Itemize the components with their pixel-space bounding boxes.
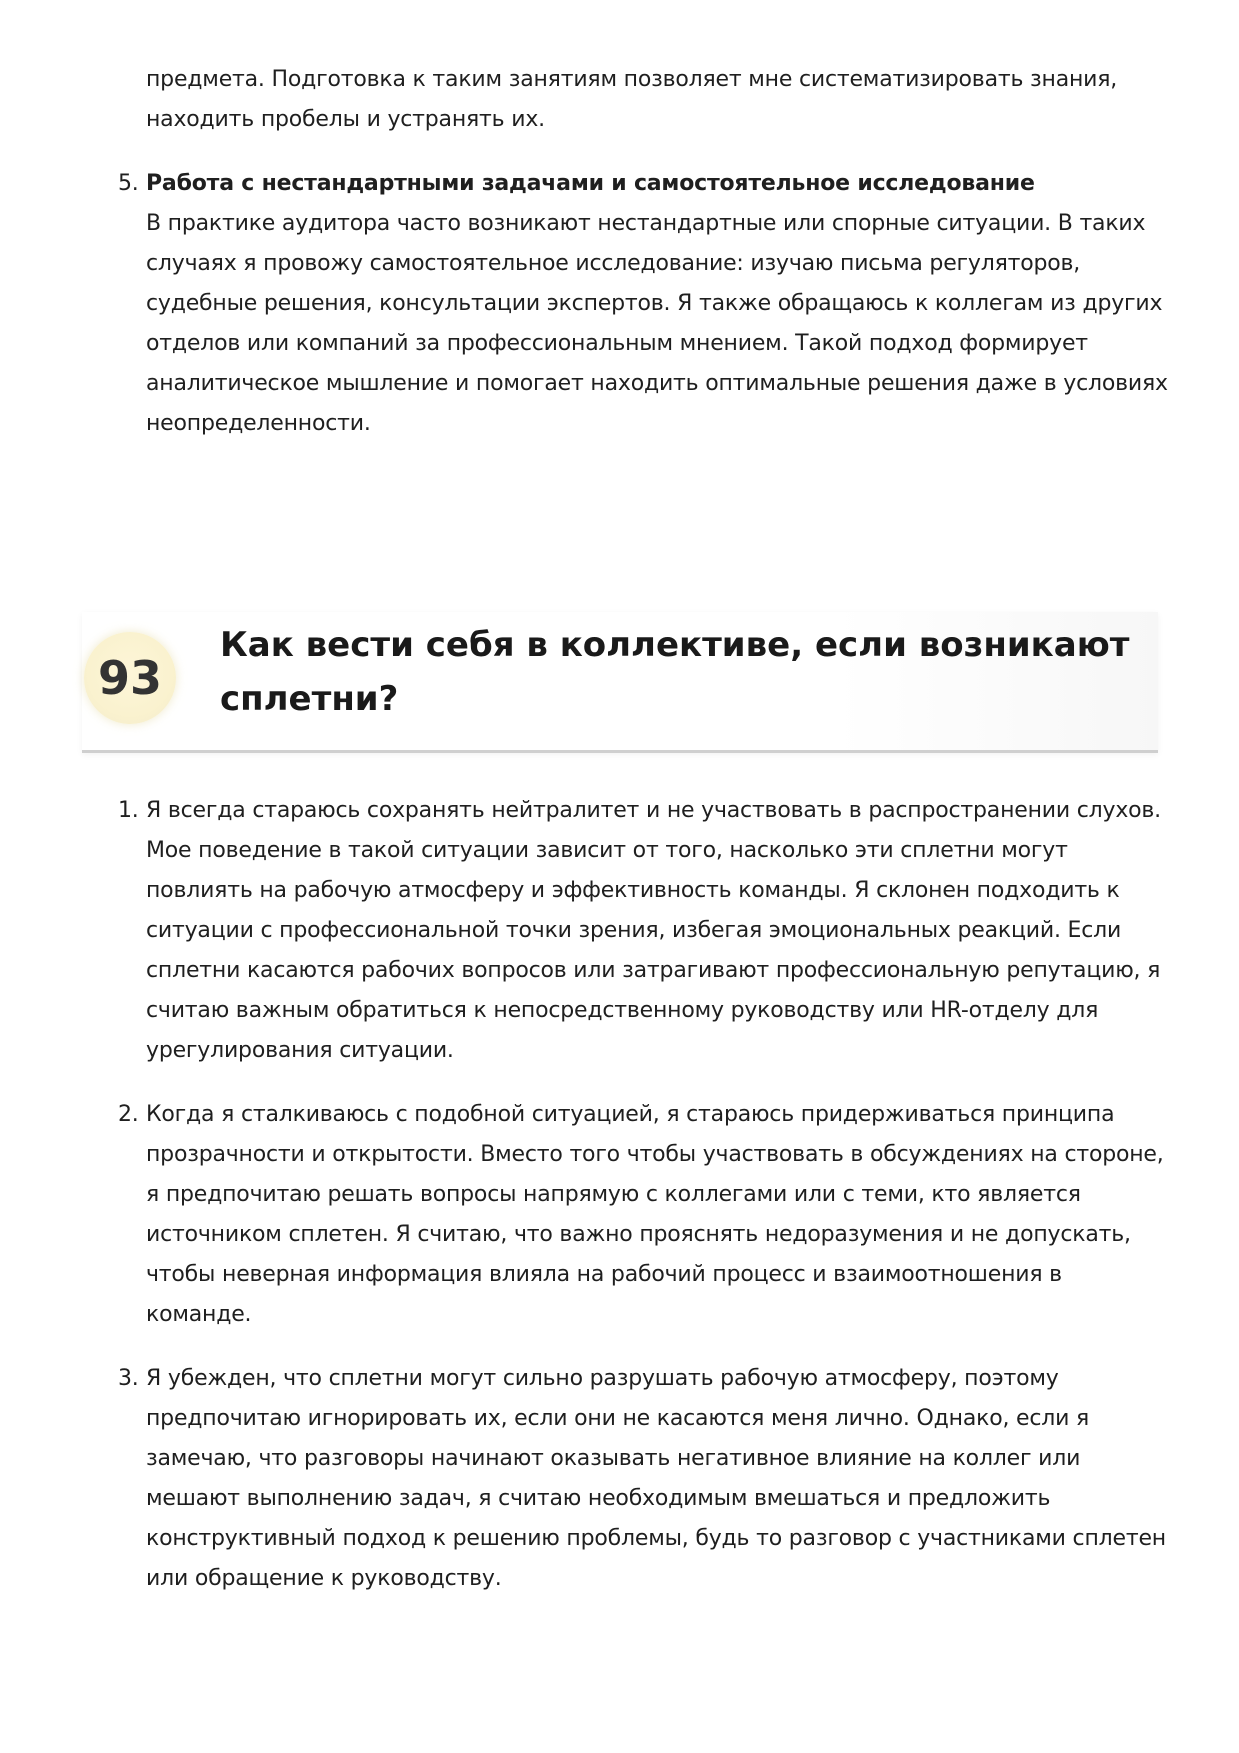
- list-item: [112, 1095, 1172, 1335]
- question-number-badge: 93: [84, 632, 176, 724]
- list-item-text: Когда я сталкиваюсь с подобной ситуацией, я стараюсь придерживаться принципа прозрачности и открытости. Вместо того чтобы участвовать в обсуждениях на стороне, я предпочитаю решать вопросы напрямую с коллегами или с теми, кто является источником сплетен. Я считаю, что важно прояснять недоразумения и не допускать, чтобы неверная информация влияла на рабочий процесс и взаимоотношения в команде.: [146, 1102, 1164, 1327]
- list-item-number: 5.: [118, 171, 139, 196]
- continuation-line-1: предмета. Подготовка к таким занятиям позволяет мне систематизировать знания,: [146, 67, 1118, 92]
- list-item-text: Я всегда стараюсь сохранять нейтралитет и не участвовать в распространении слухов. Мое поведение в такой ситуации зависит от того, насколько эти сплетни могут повлиять на рабочую атмосферу и эффективность команды. Я склонен подходить к ситуации с профессиональной точки зрения, избегая эмоциональных реакций. Если сплетни касаются рабочих вопросов или затрагивают профессиональную репутацию, я считаю важным обратиться к непосредственному руководству или HR-отделу для урегулирования ситуации.: [146, 798, 1161, 1063]
- list-item-text: В практике аудитора часто возникают нестандартные или спорные ситуации. В таких случаях я провожу самостоятельное исследование: изучаю письма регуляторов, судебные решения, консультации экспертов. Я также обращаюсь к коллегам из других отделов или компаний за профессиональным мнением. Такой подход формирует аналитическое мышление и помогает находить оптимальные решения даже в условиях неопределенности.: [146, 211, 1168, 436]
- list-item-number: 3.: [118, 1366, 139, 1391]
- continuation-paragraph: [146, 60, 1166, 140]
- previous-answer-list: [112, 164, 1172, 468]
- list-item: [112, 791, 1172, 1071]
- continuation-line-2: находить пробелы и устранять их.: [146, 107, 545, 132]
- list-item-number: 1.: [118, 798, 139, 823]
- question-header: [82, 612, 1158, 753]
- list-item-title: Работа с нестандартными задачами и самостоятельное исследование: [146, 171, 1035, 196]
- list-item: [112, 1359, 1172, 1599]
- question-title: Как вести себя в коллективе, если возникают сплетни?: [220, 625, 1130, 719]
- list-item-text: Я убежден, что сплетни могут сильно разрушать рабочую атмосферу, поэтому предпочитаю игнорировать их, если они не касаются меня лично. Однако, если я замечаю, что разговоры начинают оказывать негативное влияние на коллег или мешают выполнению задач, я считаю необходимым вмешаться и предложить конструктивный подход к решению проблемы, будь то разговор с участниками сплетен или обращение к руководству.: [146, 1366, 1166, 1591]
- answer-list: [112, 791, 1172, 1623]
- list-item: [112, 164, 1172, 444]
- list-item-number: 2.: [118, 1102, 139, 1127]
